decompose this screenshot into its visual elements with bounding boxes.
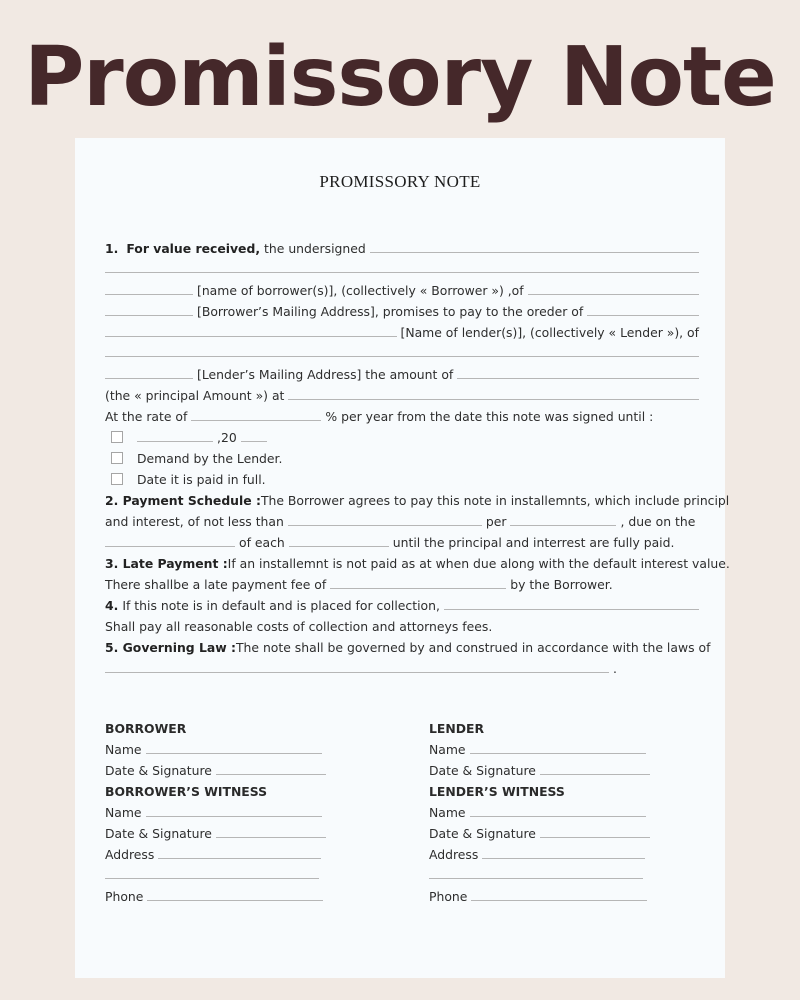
- s1-line-9: [105, 406, 699, 427]
- borrower-witness-name-field[interactable]: [146, 803, 322, 817]
- lender-witness-date-label: Date & Signature: [429, 826, 536, 841]
- s1-text-borrower-name: [name of borrower(s)], (collectively « Borrower ») ,of: [197, 283, 524, 298]
- lender-witness-name-row: [429, 802, 659, 823]
- lender-address-blank-2[interactable]: [105, 365, 193, 379]
- lender-witness-address-row-2: [429, 865, 659, 886]
- borrower-witness-address-row: [105, 844, 335, 865]
- s2-text-1: The Borrower agrees to pay this note in installemnts, which include principl: [260, 493, 730, 508]
- s2-line-1: [105, 490, 730, 511]
- s3-text-2b: by the Borrower.: [510, 577, 613, 592]
- lender-witness-date-field[interactable]: [540, 824, 650, 838]
- s1-option-demand: [105, 448, 699, 469]
- s4-text-2: Shall pay all reasonable costs of collection and attorneys fees.: [105, 619, 493, 634]
- installment-period-blank[interactable]: [510, 512, 616, 526]
- lender-witness-address-field[interactable]: [482, 845, 645, 859]
- borrower-witness-address-label: Address: [105, 847, 155, 862]
- borrower-name-blank[interactable]: [105, 259, 699, 273]
- lender-date-row: [429, 760, 659, 781]
- option-demand-checkbox[interactable]: [111, 452, 123, 464]
- principal-at-blank[interactable]: [288, 386, 699, 400]
- lender-witness-phone-label: Phone: [429, 889, 468, 904]
- option-date-checkbox[interactable]: [111, 431, 123, 443]
- s5-line-2: [105, 658, 699, 679]
- document-page: [75, 138, 730, 978]
- borrower-name-blank-2[interactable]: [105, 281, 193, 295]
- borrower-witness-address-field[interactable]: [158, 845, 321, 859]
- rate-blank[interactable]: [191, 407, 321, 421]
- s2-text-3a: of each: [239, 535, 285, 550]
- lender-name-blank[interactable]: [105, 323, 397, 337]
- s1-number: 1.: [105, 241, 119, 256]
- borrower-heading: BORROWER: [105, 721, 187, 736]
- s1-heading: For value received,: [126, 241, 261, 256]
- s2-text-2b: per: [485, 514, 507, 529]
- borrower-witness-address-row-2: [105, 865, 335, 886]
- s4-line-2: [105, 616, 699, 637]
- s1-text-until: % per year from the date this note was signed until :: [325, 409, 654, 424]
- lender-heading: LENDER: [429, 721, 485, 736]
- document-title: PROMISSORY NOTE: [319, 172, 481, 191]
- lender-name-label: Name: [429, 742, 466, 757]
- s1-line-5: [105, 322, 699, 343]
- borrower-witness-name-row: [105, 802, 335, 823]
- borrower-date-label: Date & Signature: [105, 763, 212, 778]
- s1-line-6: [105, 343, 699, 364]
- installment-amount-blank[interactable]: [288, 512, 482, 526]
- each-period-blank[interactable]: [289, 533, 389, 547]
- option-date-label: ,20: [217, 430, 237, 445]
- s2-text-2a: and interest, of not less than: [105, 514, 284, 529]
- s3-line-2: [105, 574, 699, 595]
- s1-option-paid: [105, 469, 699, 490]
- s1-text-borrower-address: [Borrower’s Mailing Address], promises to pay to the oreder of: [197, 304, 584, 319]
- s3-heading: 3. Late Payment :: [105, 556, 228, 571]
- governing-law-blank[interactable]: [105, 659, 609, 673]
- amount-blank[interactable]: [457, 365, 699, 379]
- lender-witness-phone-row: [429, 886, 659, 907]
- s5-text-1: The note shall be governed by and construed in accordance with the laws of: [235, 640, 711, 655]
- s4-number: 4.: [105, 598, 119, 613]
- lender-signature-block: [429, 718, 659, 907]
- s3-text-1: If an installemnt is not paid as at when due along with the default interest value.: [227, 556, 730, 571]
- s1-line-7: [105, 364, 699, 385]
- borrower-of-blank[interactable]: [528, 281, 699, 295]
- borrower-witness-phone-label: Phone: [105, 889, 144, 904]
- s3-text-2a: There shallbe a late payment fee of: [105, 577, 327, 592]
- s3-line-1: [105, 553, 730, 574]
- order-of-blank[interactable]: [587, 302, 699, 316]
- lender-witness-address-label: Address: [429, 847, 479, 862]
- lender-date-label: Date & Signature: [429, 763, 536, 778]
- s2-text-3b: until the principal and interrest are fully paid.: [392, 535, 675, 550]
- borrower-date-field[interactable]: [216, 761, 326, 775]
- s1-line-2: [105, 259, 699, 280]
- borrower-address-blank[interactable]: [105, 302, 193, 316]
- s1-option-date: [105, 427, 699, 448]
- s4-text-1: If this note is in default and is placed for collection,: [122, 598, 440, 613]
- late-fee-blank[interactable]: [330, 575, 506, 589]
- document-body: [105, 238, 730, 679]
- lender-witness-phone-field[interactable]: [471, 887, 647, 901]
- lender-address-blank[interactable]: [105, 343, 699, 357]
- s1-line-8: [105, 385, 699, 406]
- borrower-witness-address-field-2[interactable]: [105, 865, 319, 879]
- option-year-blank[interactable]: [241, 428, 267, 442]
- s1-text-undersigned: the undersigned: [264, 241, 366, 256]
- lender-name-row: [429, 739, 659, 760]
- borrower-witness-phone-field[interactable]: [147, 887, 323, 901]
- borrower-witness-name-label: Name: [105, 805, 142, 820]
- s5-text-2: .: [613, 661, 617, 676]
- lender-witness-heading: LENDER’S WITNESS: [429, 784, 565, 799]
- undersigned-blank[interactable]: [370, 239, 699, 253]
- borrower-name-field[interactable]: [146, 740, 322, 754]
- lender-name-field[interactable]: [470, 740, 646, 754]
- lender-date-field[interactable]: [540, 761, 650, 775]
- borrower-witness-date-field[interactable]: [216, 824, 326, 838]
- s1-text-principal: (the « principal Amount ») at: [105, 388, 285, 403]
- borrower-witness-phone-row: [105, 886, 335, 907]
- lender-witness-date-row: [429, 823, 659, 844]
- s4-line-1: [105, 595, 699, 616]
- borrower-date-row: [105, 760, 335, 781]
- s2-text-2c: , due on the: [620, 514, 696, 529]
- banner-title: Promissory Note: [24, 30, 776, 125]
- s1-text-lender-name: [Name of lender(s)], (collectively « Lender »), of: [400, 325, 699, 340]
- lender-witness-address-field-2[interactable]: [429, 865, 643, 879]
- s1-text-lender-address: [Lender’s Mailing Address] the amount of: [197, 367, 454, 382]
- borrower-witness-heading: BORROWER’S WITNESS: [105, 784, 268, 799]
- collection-blank[interactable]: [444, 596, 699, 610]
- s1-text-rate: At the rate of: [105, 409, 188, 424]
- s2-line-3: [105, 532, 699, 553]
- option-paid-checkbox[interactable]: [111, 473, 123, 485]
- s2-line-2: [105, 511, 699, 532]
- lender-witness-name-field[interactable]: [470, 803, 646, 817]
- borrower-witness-date-label: Date & Signature: [105, 826, 212, 841]
- lender-witness-address-row: [429, 844, 659, 865]
- borrower-witness-date-row: [105, 823, 335, 844]
- s1-line-3: [105, 280, 699, 301]
- borrower-name-label: Name: [105, 742, 142, 757]
- option-paid-label: Date it is paid in full.: [137, 472, 266, 487]
- s5-heading: 5. Governing Law :: [105, 640, 236, 655]
- option-date-blank[interactable]: [137, 428, 213, 442]
- s2-heading: 2. Payment Schedule :: [105, 493, 261, 508]
- borrower-name-row: [105, 739, 335, 760]
- s5-line-1: [105, 637, 711, 658]
- s1-line-1: [105, 238, 699, 259]
- lender-witness-name-label: Name: [429, 805, 466, 820]
- option-demand-label: Demand by the Lender.: [137, 451, 283, 466]
- s1-line-4: [105, 301, 699, 322]
- borrower-signature-block: [105, 718, 335, 907]
- due-day-blank[interactable]: [105, 533, 235, 547]
